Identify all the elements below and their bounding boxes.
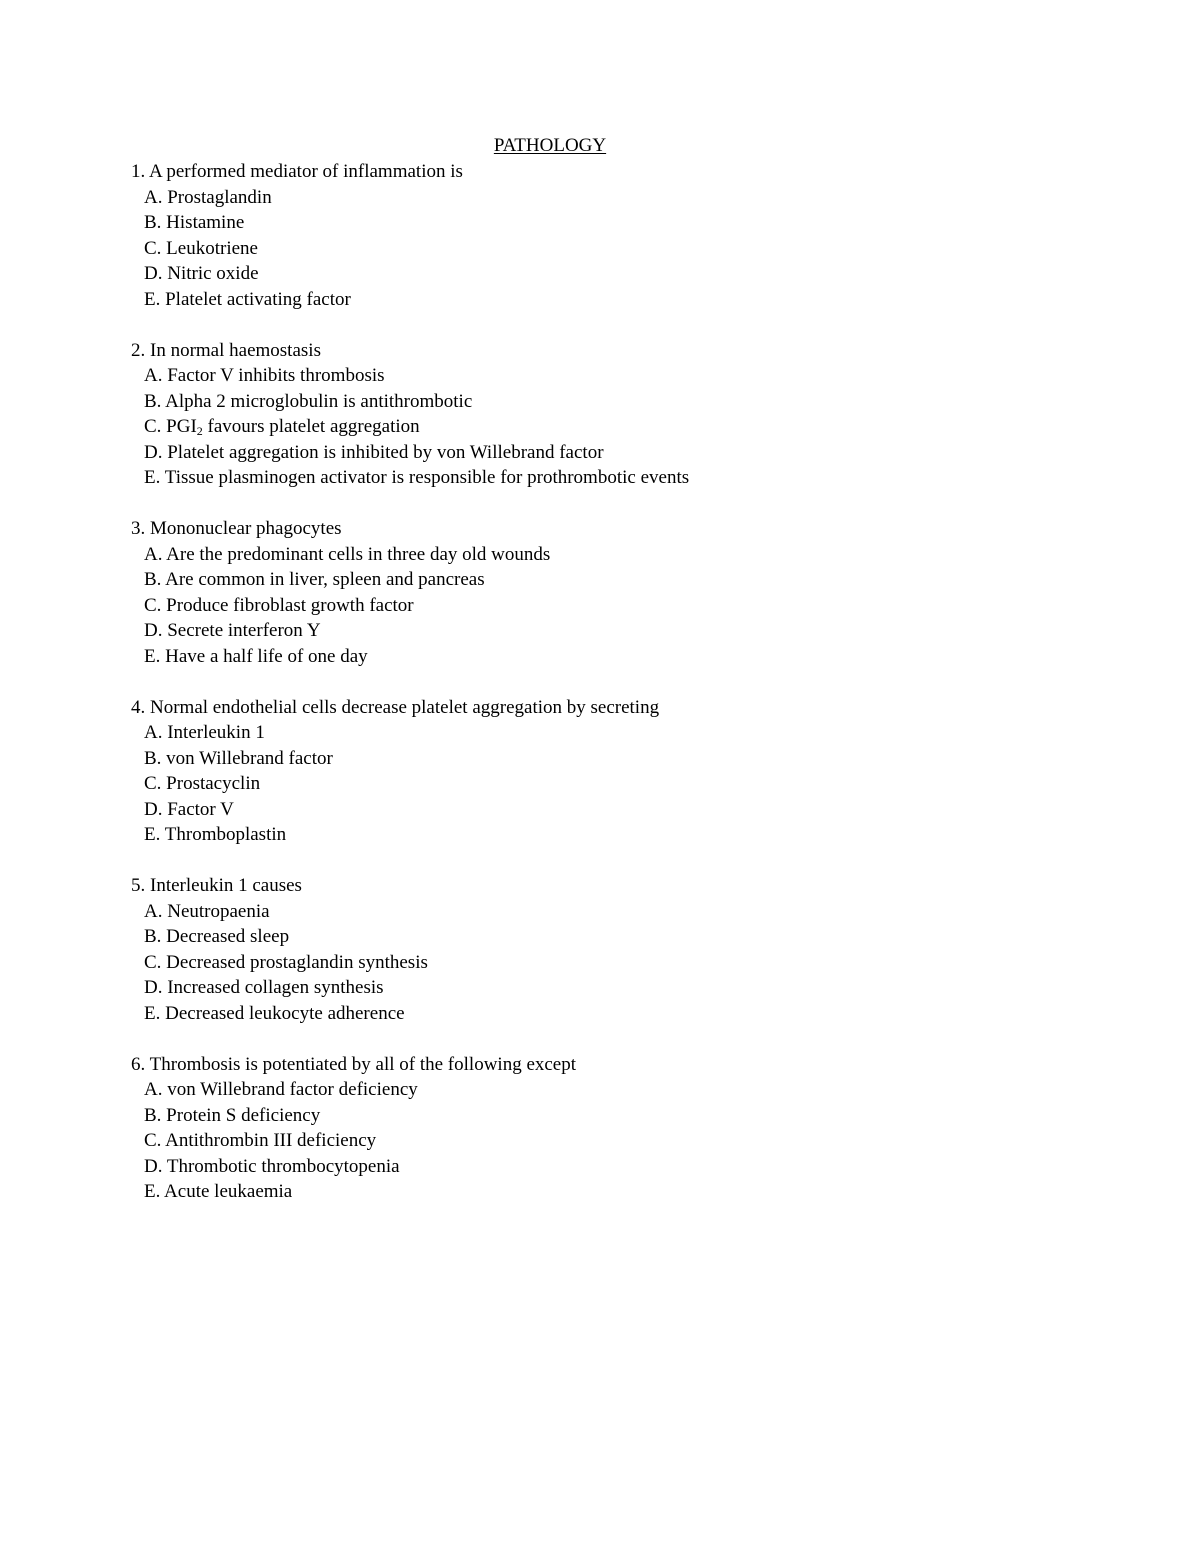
answer-option: D. Increased collagen synthesis	[144, 977, 384, 998]
question-text: 3. Mononuclear phagocytes	[131, 518, 342, 539]
question-text: 1. A performed mediator of inflammation is	[131, 161, 463, 182]
answer-option: C. Antithrombin III deficiency	[144, 1130, 377, 1151]
answer-option: B. Decreased sleep	[144, 926, 290, 947]
answer-option: C. Prostacyclin	[144, 773, 261, 794]
answer-option: B. Alpha 2 microglobulin is antithrombotic	[144, 390, 473, 412]
answer-option: E. Tissue plasminogen activator is responsible for prothrombotic events	[144, 467, 690, 488]
question-1	[131, 159, 1131, 312]
answer-option: E. Platelet activating factor	[144, 288, 351, 310]
question-5	[131, 873, 1131, 1026]
answer-option: D. Platelet aggregation is inhibited by von Willebrand factor	[144, 441, 604, 463]
question-text: 2. In normal haemostasis	[131, 339, 321, 361]
answer-option: D. Factor V	[144, 798, 234, 820]
question-4	[131, 695, 1131, 848]
question-2	[131, 338, 1131, 491]
answer-option: C. Leukotriene	[144, 237, 258, 259]
answer-option: A. Prostaglandin	[144, 186, 272, 208]
page-title: PATHOLOGY	[493, 135, 607, 156]
answer-option: E. Acute leukaemia	[144, 1181, 293, 1202]
answer-option: E. Have a half life of one day	[144, 645, 368, 667]
answer-option: D. Thrombotic thrombocytopenia	[144, 1155, 400, 1177]
answer-option	[131, 414, 1131, 440]
answer-option: A. Are the predominant cells in three day old wounds	[144, 543, 551, 565]
answer-option: A. Neutropaenia	[144, 900, 270, 922]
answer-option: A. Factor V inhibits thrombosis	[144, 365, 385, 386]
answer-option: E. Decreased leukocyte adherence	[144, 1002, 405, 1024]
option-text-after: favours platelet aggregation	[202, 416, 420, 437]
answer-option: D. Secrete interferon Y	[144, 620, 321, 641]
answer-option: A. von Willebrand factor deficiency	[144, 1079, 418, 1100]
answer-option: E. Thromboplastin	[144, 824, 287, 845]
answer-option: D. Nitric oxide	[144, 263, 259, 284]
question-6	[131, 1052, 1131, 1205]
option-text-before: C. PGI	[144, 416, 197, 437]
question-text: 5. Interleukin 1 causes	[131, 875, 302, 896]
answer-option: C. Produce fibroblast growth factor	[144, 594, 414, 616]
answer-option: C. Decreased prostaglandin synthesis	[144, 951, 428, 973]
answer-option: B. Are common in liver, spleen and pancreas	[144, 569, 485, 590]
question-list	[131, 159, 1131, 1230]
question-text: 6. Thrombosis is potentiated by all of the following except	[131, 1053, 577, 1075]
answer-option: B. Histamine	[144, 212, 245, 233]
answer-option: B. von Willebrand factor	[144, 747, 333, 769]
answer-option: B. Protein S deficiency	[144, 1104, 321, 1126]
answer-option: A. Interleukin 1	[144, 722, 265, 743]
option-subscript: 2	[196, 424, 203, 438]
question-3	[131, 516, 1131, 669]
question-text: 4. Normal endothelial cells decrease platelet aggregation by secreting	[131, 696, 660, 718]
